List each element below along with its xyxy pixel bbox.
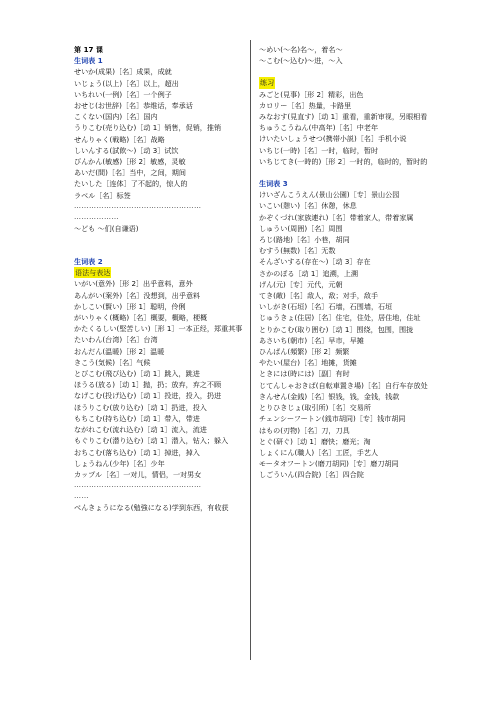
vocab-list-1 [74, 66, 252, 200]
vocab-list-2 [74, 278, 252, 480]
vocab-item: てき(敵)［名］敌人，敌；对手，敌手 [259, 291, 379, 301]
dotted-separator: ……………… [74, 212, 119, 221]
practice-vocab-list [259, 89, 437, 167]
vocab-item: しいんする(試飲～)［动 3］试饮 [74, 145, 179, 155]
vocab-item: おんだん(温暖)［形 2］温暖 [74, 346, 165, 356]
vocab-item: いこい(憩い)［名］休憩，休息 [259, 201, 357, 211]
vocab-item: みなおす(見直す)［动 1］重看，重新审视，另眼相看 [259, 112, 428, 122]
vocab-item: せんりゃく(戦略)［名］战略 [74, 134, 165, 144]
vocab-item: せいか(成果)［名］成果，成就 [74, 67, 172, 77]
vocab-item: ほうりこむ(放り込む)［动 1］扔进，投入 [74, 402, 207, 412]
vocab-item: いがい(意外)［形 2］出乎意料，意外 [74, 279, 193, 289]
vocab-item: やたい(屋台)［名］地摊，货摊 [259, 358, 357, 368]
vocab-item: いしがき(石垣)［名］石墙，石围墙，石垣 [259, 302, 393, 312]
vocab-item: とりかこむ(取り囲む)［动 1］围绕，包围，围拢 [259, 324, 414, 334]
vocab-item: うりこむ(売り込む)［动 1］销售，促销，推销 [74, 123, 222, 133]
vocab-list-3-title: 生词表 3 [259, 179, 288, 189]
vocab-item: こくない(国内)［名］国内 [74, 112, 158, 122]
vocab-item: いちれい(一例)［名］一个例子 [74, 89, 172, 99]
vocab-item: ～ども ～们(自谦语) [74, 223, 139, 233]
vocab-item: かぞくづれ(家族連れ)［名］带着家人，带着家属 [259, 212, 414, 222]
vocab-item: ろじ(路地)［名］小巷，胡同 [259, 235, 350, 245]
vocab-item: けいざんこうえん(景山公園)［专］景山公园 [259, 190, 400, 200]
vocab-item: おせじ(お世辞)［名］恭维话，奉承话 [74, 101, 193, 111]
vocab-item: げん(元)［专］元代，元朝 [259, 279, 343, 289]
vocab-item: モータオフートン(磨刀胡同)［专］磨刀胡同 [259, 459, 399, 469]
vocab-item: ～こむ(～込む)～进，～入 [259, 56, 343, 66]
practice-label: 练习 [260, 78, 275, 88]
vocab-item: カップル［名］一对儿，情侣，一对男女 [74, 469, 202, 479]
vocab-item: ラベル［名］标签 [74, 190, 131, 200]
vocab-item: ほうる(放る)［动 1］抛，扔；放弃，弃之不顾 [74, 380, 222, 390]
vocab-item: とりひきじょ(取引所)［名］交易所 [259, 403, 371, 413]
vocab-item: ときには(時には)［副］有时 [259, 369, 350, 379]
vocab-item: しゅうい(周囲)［名］周围 [259, 223, 343, 233]
vocab-item: とぐ(研ぐ)［动 1］磨快；磨光；淘 [259, 436, 371, 446]
vocab-item: あいだ(間)［名］当中，之间，期间 [74, 168, 186, 178]
dotted-separator: …… [74, 492, 89, 501]
vocab-item: ちゅうこうねん(中高年)［名］中老年 [259, 123, 379, 133]
vocab-item: べんきょうになる(勉強になる)学到东西，有收获 [74, 503, 229, 513]
vocab-item: じゅうきょ(住居)［名］住宅，住处，居住地，住址 [259, 313, 421, 323]
vocab-item: かしこい(賢い)［形 1］聪明，伶俐 [74, 301, 186, 311]
vocab-item: しょうねん(少年)［名］少年 [74, 458, 165, 468]
vocab-item: たいした［连体］了不起的，惊人的 [74, 179, 188, 189]
vocab-item: あんがい(案外)［名］没想到，出乎意料 [74, 290, 201, 300]
vocab-item: きこう(気候)［名］气候 [74, 357, 151, 367]
vocab-list-2-title: 生词表 2 [74, 257, 103, 267]
left-column [74, 44, 252, 513]
vocab-item: いじょう(以上)［名］以上，超出 [74, 78, 179, 88]
vocab-item: カロリー［名］热量，卡路里 [259, 100, 352, 110]
vocab-item: じてんしゃおきば(自転車置き場)［名］自行车存放处 [259, 380, 428, 390]
vocab-item: ひんぱん(頻繁)［形 2］频繁 [259, 347, 350, 357]
vocab-item: もぐりこむ(潜り込む)［动 1］潜入，钻入；躲入 [74, 436, 229, 446]
vocab-item: たいわん(台湾)［名］台湾 [74, 335, 158, 345]
vocab-item: ～めい(～名)名～，着名～ [259, 45, 343, 54]
vocab-item: みごと(見事)［形 2］精彩，出色 [259, 89, 364, 99]
lesson-title: 第 17 课 [74, 45, 103, 54]
vocab-item: びんかん(敏感)［形 2］敏感，灵敏 [74, 157, 186, 167]
vocab-item: そんざいする(存在～)［动 3］存在 [259, 257, 371, 267]
vocab-item: もちこむ(持ち込む)［动 1］带入，带进 [74, 413, 200, 423]
vocab-item: しょくにん(職人)［名］工匠，手艺人 [259, 447, 379, 457]
vocab-item: さかのぼる［动 1］追溯，上溯 [259, 268, 358, 278]
vocab-item: いちじてき(一時的)［形 2］一时的，临时的，暂时的 [259, 156, 428, 166]
vocab-item: おちこむ(落ち込む)［动 1］掉进，掉入 [74, 447, 200, 457]
vocab-list-1-title: 生词表 1 [74, 56, 103, 66]
vocab-item: しごういん(四合院)［名］四合院 [259, 470, 364, 480]
vocab-item: けいたいしょうせつ(携帯小説)［名］手机小说 [259, 134, 407, 144]
vocab-item: むすう(無数)［名］无数 [259, 246, 336, 256]
vocab-item: はもの(刃物)［名］刀，刀具 [259, 425, 350, 435]
vocab-item: がいりゃく(概略)［名］概要，概略，梗概 [74, 313, 208, 323]
vocab-item: とびこむ(飛び込む)［动 1］跳入，跳进 [74, 369, 200, 379]
vocab-item: チェンシーフートン(銭市胡同)［专］钱市胡同 [259, 414, 406, 424]
dotted-separator: …………………………………………… [74, 201, 202, 210]
vocab-item: ながれこむ(流れ込む)［动 1］流入，流进 [74, 425, 207, 435]
vocab-item: あさいち(朝市)［名］早市，早摊 [259, 335, 364, 345]
vocab-item: いちじ(一時)［名］一时，临时，暂时 [259, 145, 379, 155]
vocab-item: きんせん(金銭)［名］银钱，钱，金钱，钱款 [259, 391, 400, 401]
vocab-item: なげこむ(投げ込む)［动 1］投进，投入，扔进 [74, 391, 222, 401]
grammar-label: 语法与表达 [75, 268, 111, 278]
vocab-item: かたくるしい(堅苦しい)［形 1］一本正经，郑重其事 [74, 324, 243, 334]
vocab-list-3 [259, 189, 437, 480]
right-column [259, 44, 437, 481]
dotted-separator: …………………………………………… [74, 481, 202, 490]
